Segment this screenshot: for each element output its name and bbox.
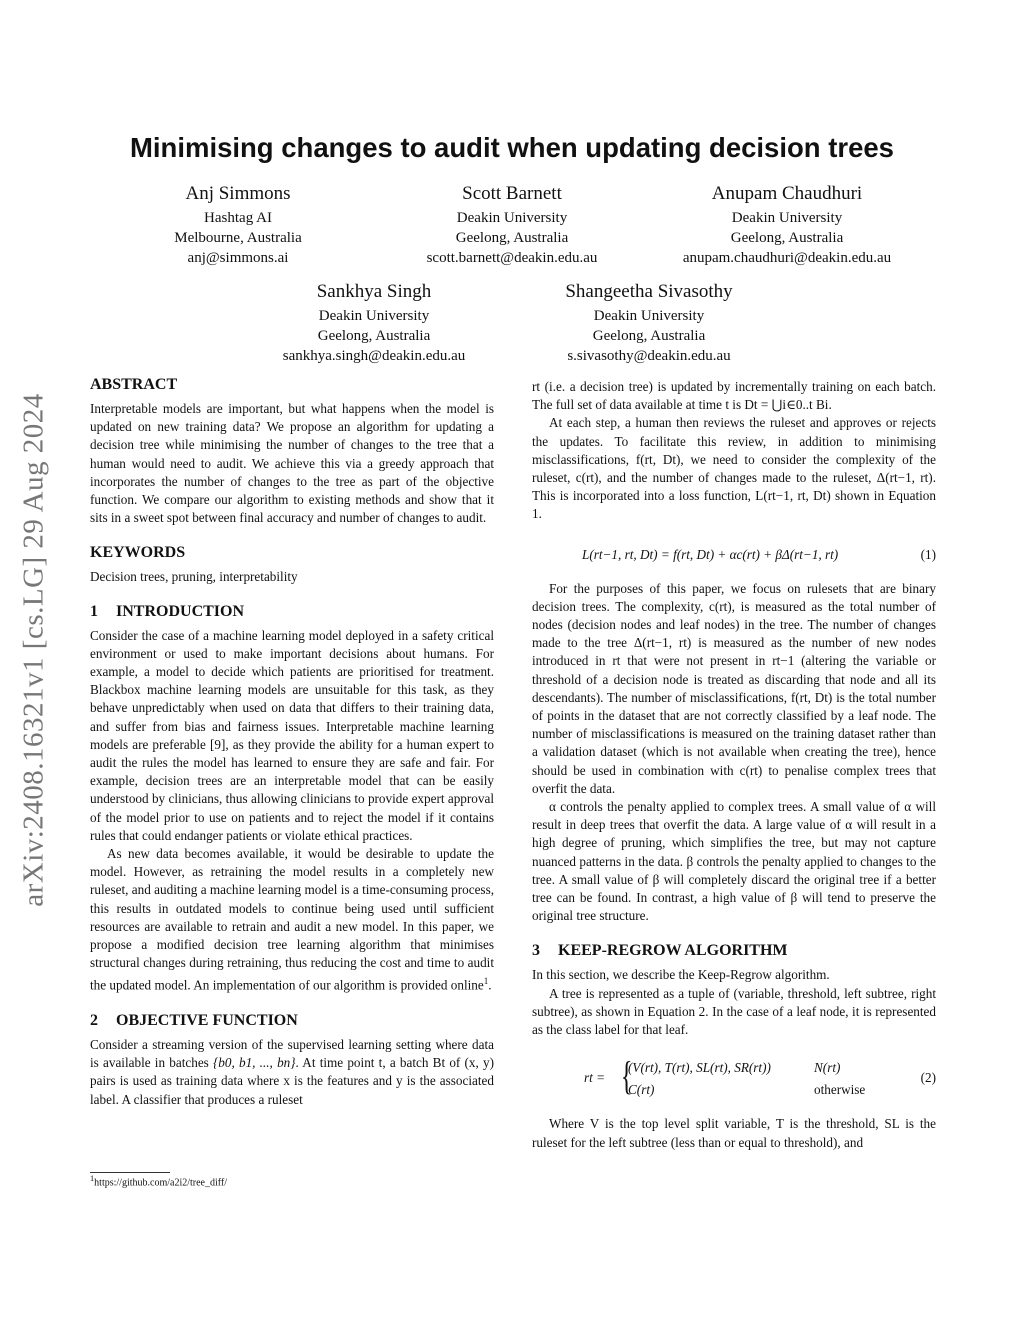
author-location: Melbourne, Australia [174,230,302,246]
author-affiliation: Deakin University [318,308,430,324]
section-heading [90,1011,494,1031]
left-column [90,375,494,1109]
author-card [254,280,494,366]
author-location: Geelong, Australia [455,230,569,246]
objective-paragraph-1 [90,1036,494,1109]
section-number: 2 [90,1012,98,1030]
algorithm-paragraph-3: Where V is the top level split variable, T is the threshold, SL is the ruleset for the left subtree (less than or equal to threshold), and [532,1116,936,1150]
objective-text-a: Consider a streaming version of the supervised learning setting where data is available in batches [90,1037,494,1071]
objective-paragraph-4: For the purposes of this paper, we focus on rulesets that are binary decision trees. The complexity, c(rt), is measured as the total number of nodes (decision nodes and leaf nodes) in the tree. The number of changes made to the tree Δ(rt−1, rt) is measured as the number of new nodes introduced in rt that were not present in rt−1 (altering the variable or threshold of a decision node is treated as discarding that node and all its descendants). The number of misclassifications, f(rt, Dt) is the total number of points in the dataset that are not correctly classified by a leaf node. The number of misclassifications is measured on the training dataset rather than a validation dataset (which is not available when creating the tree), hence should be used in combination with c(rt) to penalise complex trees that overfit the data. [532,580,936,796]
author-name: Sankhya Singh [316,281,432,302]
footnote-rule [90,1172,170,1173]
paper-title: Minimising changes to audit when updating decision trees [130,132,894,163]
author-name: Anj Simmons [185,183,291,204]
author-card [652,182,922,268]
author-email: sankhya.singh@deakin.edu.au [282,348,466,364]
author-location: Geelong, Australia [317,328,431,344]
section-title: KEEP-REGROW ALGORITHM [558,942,788,960]
objective-text-b: . At time point t, a batch Bt of (x, y) pairs is used as training data where x is the features and y is the associated label. A classifier that produces a ruleset [90,1055,494,1107]
algorithm-paragraph-2: A tree is represented as a tuple of (variable, threshold, left subtree, right subtree), as shown in Equation 2. In the case of a leaf node, it is represented as the class label for that leaf. [532,985,936,1038]
author-card [529,280,769,366]
author-location: Geelong, Australia [592,328,706,344]
equation-2-condition-2: otherwise [814,1082,866,1098]
author-name: Shangeetha Sivasothy [565,281,733,302]
author-email: scott.barnett@deakin.edu.au [426,250,598,266]
section-heading [90,602,494,622]
section-number: 1 [90,602,98,620]
batches-expression: {b0, b1, ..., bn} [213,1055,296,1071]
author-name: Anupam Chaudhuri [711,183,863,204]
equation-1-body: L(rt−1, rt, Dt) = f(rt, Dt) + αc(rt) + βΔ(rt−1, rt) [582,546,839,562]
equation-2-number: (2) [920,1070,936,1086]
author-card [392,182,632,268]
author-affiliation: Hashtag AI [204,210,272,226]
section-heading [532,941,936,961]
section-title: INTRODUCTION [116,602,245,620]
equation-2-brace: { [620,1053,633,1099]
footnote [90,1174,227,1188]
intro-paragraph-1: Consider the case of a machine learning model deployed in a safety critical environment or used to make important decisions about humans. For example, a model to decide which patients are prioritised for treatment. Blackbox machine learning models are unsuitable for this task, as they behave unpredictably when used on data that differs to their training data, and suffer from bias and fairness issues. Interpretable machine learning models are preferable [9], as they provide the ability for a human expert to audit the rules the model has learned to ensure they are safe and fair. For example, decision trees are an interpretable model that can be easily understood by clinicians, thus allowing clinicians to provide expert approval of the model prior to use on patients and to reject the model if it contains rules that could endanger patients or violate ethical practices. [90,627,494,843]
equation-2-case-1: (V(rt), T(rt), SL(rt), SR(rt)) [628,1060,771,1076]
equation-1-number: (1) [920,546,936,562]
author-email: s.sivasothy@deakin.edu.au [567,348,731,364]
author-affiliation: Deakin University [731,210,843,226]
intro-paragraph-2-end: . [488,977,492,993]
author-affiliation: Deakin University [593,308,705,324]
intro-paragraph-2-text: As new data becomes available, it would be desirable to update the model. However, as retraining the model results in a completely new ruleset, and auditing a machine learning model is a time-consuming process, this results in outdated models to continue being used until sufficient resources are available to retrain and audit a new model. In this paper, we propose a modified decision tree learning algorithm that minimises structural changes during retraining, thus reducing the cost and time to audit the updated model. An implementation of our algorithm is provided online [90,846,494,993]
footnote-url: https://github.com/a2i2/tree_diff/ [94,1177,228,1189]
author-email: anj@simmons.ai [187,250,289,266]
right-column [532,378,936,1152]
abstract-text: Interpretable models are important, but what happens when the model is updated on new training data? We propose an algorithm for updating a decision tree while minimising the number of changes to the tree that a human would need to audit. We achieve this via a greedy approach that incorporates the number of changes to the tree as part of the objective function. We compare our algorithm to existing methods and show that it sits in a sweet spot between final accuracy and number of changes to audit. [90,401,494,526]
section-title: OBJECTIVE FUNCTION [116,1012,298,1030]
author-location: Geelong, Australia [730,230,844,246]
author-email: anupam.chaudhuri@deakin.edu.au [682,250,892,266]
arxiv-identifier: arXiv:2408.16321v1 [cs.LG] 29 Aug 2024 [17,393,50,907]
algorithm-paragraph-1: In this section, we describe the Keep-Regrow algorithm. [532,967,830,983]
keywords-heading: KEYWORDS [90,544,186,562]
equation-2-condition-1: N(rt) [814,1060,841,1076]
objective-paragraph-5: α controls the penalty applied to complex trees. A small value of α will result in deep trees that overfit the data. A large value of α will result in a high degree of pruning, which simplifies the tree, but may not capture nuanced patterns in the data. β controls the penalty applied to changes to the tree. A small value of β will completely discard the original tree if a better tree can be found. In contrast, a high value of β will tend to preserve the original tree structure. [532,799,936,924]
keywords-text: Decision trees, pruning, interpretability [90,569,298,585]
intro-paragraph-2 [90,845,494,995]
equation-2-lhs: rt = [584,1070,605,1086]
abstract-heading: ABSTRACT [90,376,178,393]
arxiv-sidebar [10,350,58,950]
author-affiliation: Deakin University [456,210,568,226]
equation-1 [532,524,936,580]
equation-2-case-2: C(rt) [628,1082,655,1098]
footnote-number: 1 [90,1174,95,1183]
footnote-marker: 1 [483,976,489,987]
objective-paragraph-3: At each step, a human then reviews the ruleset and approves or rejects the updates. To facilitate this review, in addition to minimising misclassifications, f(rt, Dt), we need to consider the complexity of the ruleset, c(rt), and the number of changes made to the ruleset, Δ(rt−1, rt). This is incorporated into a loss function, L(rt−1, rt, Dt) shown in Equation 1. [532,415,936,522]
author-name: Scott Barnett [462,183,562,204]
author-card [138,182,338,268]
section-number: 3 [532,942,540,960]
objective-paragraph-2: rt (i.e. a decision tree) is updated by incrementally training on each batch. The full set of data available at time t is Dt = ⋃i∈0..t Bi. [532,379,936,413]
equation-2 [532,1039,936,1115]
